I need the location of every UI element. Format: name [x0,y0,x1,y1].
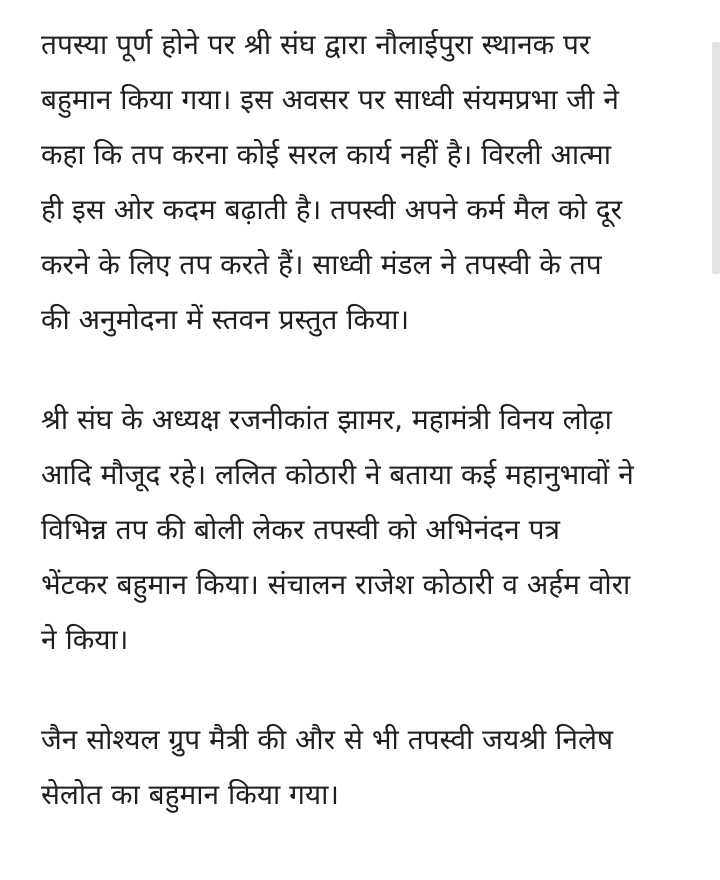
paragraph-line: जैन सोश्यल ग्रुप मैत्री की और से भी तपस्वी जयश्री निलेष [41,723,614,756]
paragraph-line: भेंटकर बहुमान किया। संचालन राजेश कोठारी व अर्हम वोरा [41,568,631,601]
paragraph-line: आदि मौजूद रहे। ललित कोठारी ने बताया कई महानुभावों ने [41,458,634,491]
paragraph-2 [41,392,681,667]
paragraph-line: कहा कि तप करना कोई सरल कार्य नहीं है। विरली आत्मा [41,138,611,171]
paragraph-line: सेलोत का बहुमान किया गया। [41,778,339,811]
paragraph-1 [41,17,681,347]
paragraph-line: की अनुमोदना में स्तवन प्रस्तुत किया। [41,303,410,336]
vertical-scrollbar[interactable] [708,0,720,880]
paragraph-3 [41,712,681,822]
paragraph-line: करने के लिए तप करते हैं। साध्वी मंडल ने तपस्वी के तप [41,248,602,281]
article-body [41,17,681,822]
paragraph-line: श्री संघ के अध्यक्ष रजनीकांत झामर, महामंत्री विनय लोढ़ा [41,403,612,436]
paragraph-line: ही इस ओर कदम बढ़ाती है। तपस्वी अपने कर्म मैल को दूर [41,193,623,226]
paragraph-line: विभिन्न तप की बोली लेकर तपस्वी को अभिनंदन पत्र [41,513,560,546]
paragraph-line: बहुमान किया गया। इस अवसर पर साध्वी संयमप्रभा जी ने [41,83,619,116]
paragraph-line: ने किया। [41,623,129,656]
paragraph-line: तपस्या पूर्ण होने पर श्री संघ द्वारा नौलाईपुरा स्थानक पर [41,28,591,61]
scrollbar-thumb[interactable] [712,42,720,274]
